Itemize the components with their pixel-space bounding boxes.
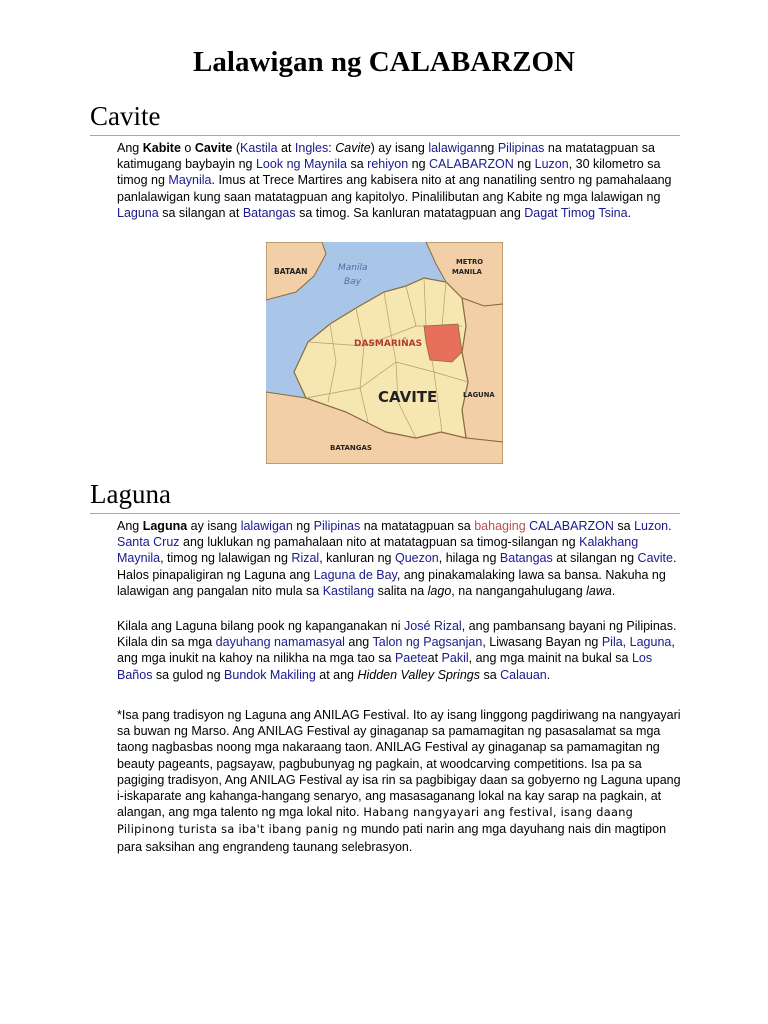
link-luzon[interactable]: Luzon [534,157,569,172]
link-pilipinas[interactable]: Pilipinas [497,141,545,155]
map-label-batangas: BATANGAS [330,444,372,452]
link-calabarzon-laguna[interactable]: CALABARZON [529,519,614,533]
link-dagat-timog-tsina[interactable]: Dagat Timog Tsina [524,205,628,220]
link-cavite[interactable]: Cavite [637,551,673,566]
map-label-metro-line2: MANILA [452,268,482,276]
map-label-bataan: BATAAN [274,267,308,276]
link-batangas-laguna[interactable]: Batangas [499,551,553,566]
link-quezon[interactable]: Quezon [394,551,439,566]
link-bahaging[interactable]: bahaging [474,519,526,533]
link-calauan[interactable]: Calauan [500,667,547,682]
map-highlight-dasmarinas [424,324,462,362]
map-label-cavite: CAVITE [378,388,438,406]
map-graphic [266,242,503,464]
link-pakil[interactable]: Pakil [441,651,469,666]
link-kastilang[interactable]: Kastilang [322,583,375,598]
link-rizal[interactable]: Rizal [291,551,320,566]
link-luzon-laguna[interactable]: Luzon [634,519,669,533]
section-heading-cavite: Cavite [90,100,680,136]
link-lalawigan[interactable]: lalawigan [428,141,481,155]
link-lalawigan-laguna[interactable]: lalawigan [240,519,293,533]
laguna-paragraph-3: *Isa pang tradisyon ng Laguna ang ANILAG Festival. Ito ay isang linggong pagdiriwang na nangyayari sa buwan ng Marso. Ang ANILAG Festival ay ginaganap sa pamamagitan ng pasasalamat sa mga taong nagbasbas noong mga nakaraang taon. ANILAG Festival ay ginaganap sa pamamagitan ng beauty pageants, pagsayaw, pagbubunyag ng pagkain, at woodcarving competitions. Isa pa sa pagiging tradisyon, Ang ANILAG Festival ay isa rin sa pagbibigay daan sa gobyerno ng Laguna upang i-iskaparate ang kahanga-hangang senaryo, ang masasaganang lokal na kay sarap na pagkain, at alangan, ang mga talento ng mga lokal nito. Habang nangyayari ang festival, isang daang Pilipinong turista sa iba't ibang panig ng mundo pati narin ang mga dayuhang nais din magtipon para saksihan ang engrandeng taunang selebrasyon. [117,708,681,854]
laguna-paragraph-1: Ang Laguna ay isang lalawigan ng Pilipinas na matatagpuan sa bahaging CALABARZON sa Luzon. Santa Cruz ang luklukan ng pamahalaan nito at matatagpuan sa timog-silangan ng Kalakhang Maynila, timog ng lalawigan ng Rizal, kanluran ng Quezon, hilaga ng Batangas at silangan ng Cavite. Halos pinapaligiran ng Laguna ang Laguna de Bay, ang pinakamalaking lawa sa bansa. Nakuha ng lalawigan ang pangalan nito mula sa Kastilang salita na lago, na nangangahulugang lawa. [117,519,677,598]
map-region-laguna [462,298,503,442]
link-bundok-makiling[interactable]: Bundok Makiling [224,667,316,682]
link-rehiyon[interactable]: rehiyon [367,157,409,172]
link-paete[interactable]: Paete [394,651,428,666]
link-pilipinas-laguna[interactable]: Pilipinas [313,519,361,533]
link-batangas[interactable]: Batangas [242,205,296,220]
page-title: Lalawigan ng CALABARZON [193,46,575,78]
link-kalakhang-maynila[interactable]: Kalakhang Maynila [117,535,639,566]
cavite-locator-map[interactable] [266,242,503,464]
link-jose-rizal[interactable]: José Rizal [404,619,462,633]
cavite-paragraph: Ang Kabite o Cavite (Kastila at Ingles: Cavite) ay isang lalawiganng Pilipinas na matatagpuan sa katimugang baybayin ng Look ng Maynila sa rehiyon ng CALABARZON ng Luzon, 30 kilometro sa timog ng Maynila. Imus at Trece Martires ang kabisera nito at ang nanatiling sentro ng pamahalaang panlalawigan kung saan matatagpuan ang kapitolyo. Pinalilibutan ang Kabite ng mga lalawigan ng Laguna sa silangan at Batangas sa timog. Sa kanluran matatagpuan ang Dagat Timog Tsina. [117,141,672,220]
link-los-banos[interactable]: Los Baños [117,651,653,682]
bold-cavite: Cavite [194,141,233,155]
link-santa-cruz[interactable]: Santa Cruz [117,535,180,550]
link-look-ng-maynila[interactable]: Look ng Maynila [255,157,348,172]
link-pila-laguna[interactable]: Pila, Laguna [601,635,672,650]
map-label-dasmarinas: DASMARIÑAS [354,339,423,349]
link-ingles[interactable]: Ingles [294,141,329,155]
link-dayuhang-namamasyal[interactable]: dayuhang namamasyal [215,635,345,650]
section-heading-laguna: Laguna [90,478,680,514]
bold-laguna: Laguna [142,519,188,533]
link-kastila[interactable]: Kastila [240,141,278,155]
map-label-metro-line1: METRO [456,258,484,266]
laguna-paragraph-2: Kilala ang Laguna bilang pook ng kapanganakan ni José Rizal, ang pambansang bayani ng Pilipinas. Kilala din sa mga dayuhang namamasyal ang Talon ng Pagsanjan, Liwasang Bayan ng Pila, Laguna, ang mga inukit na kahoy na nilikha na mga tao sa Paeteat Pakil, ang mga mainit na bukal sa Los Baños sa gulod ng Bundok Makiling at ang Hidden Valley Springs sa Calauan. [117,619,677,682]
map-label-laguna: LAGUNA [463,391,495,399]
link-calabarzon[interactable]: CALABARZON [429,157,514,172]
link-maynila[interactable]: Maynila [168,173,212,188]
bold-kabite: Kabite [142,141,181,155]
map-label-manila-bay-line2: Bay [344,277,362,287]
link-laguna[interactable]: Laguna [117,205,159,220]
link-talon-ng-pagsanjan[interactable]: Talon ng Pagsanjan [372,635,483,650]
link-laguna-de-bay[interactable]: Laguna de Bay [313,567,397,582]
map-label-manila-bay-line1: Manila [338,263,368,273]
